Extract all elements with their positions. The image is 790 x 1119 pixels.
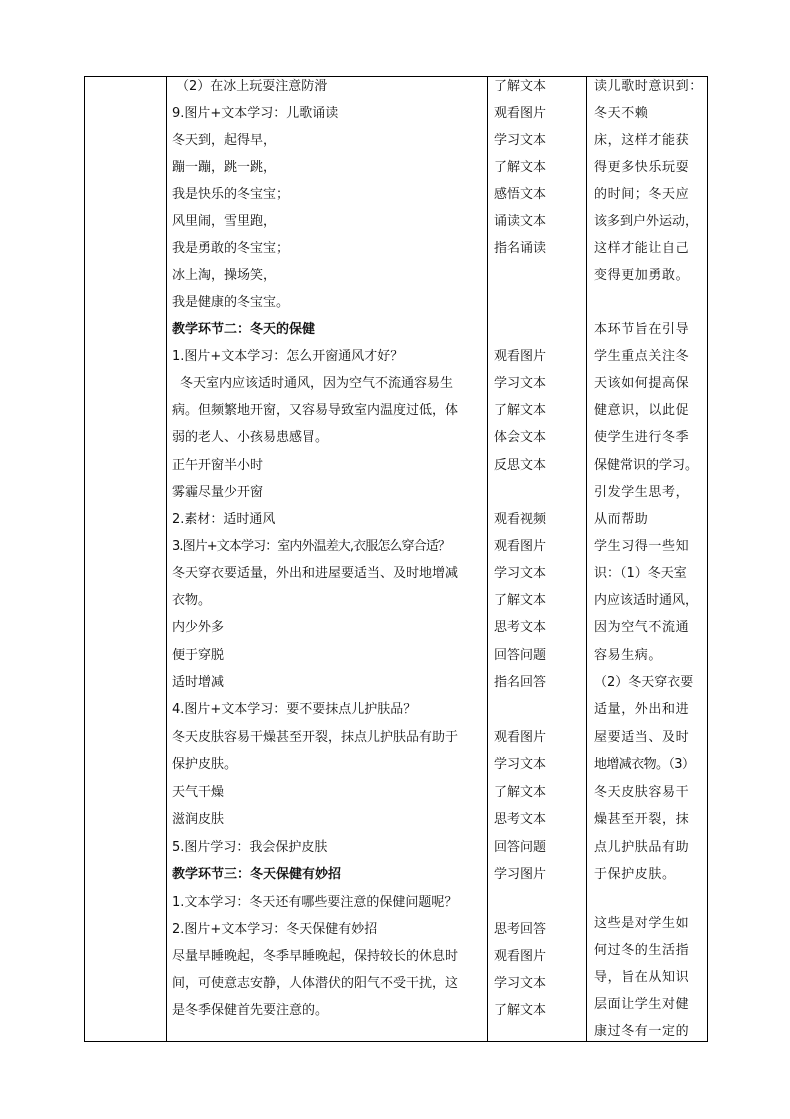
intent-line: 本环节旨在引导 xyxy=(594,322,690,337)
content-line: 弱的老人、小孩易患感冒。 xyxy=(172,430,329,445)
content-line: 衣物。 xyxy=(172,593,212,608)
section-heading: 教学环节三：冬天保健有妙招 xyxy=(172,867,342,882)
intent-line: 地增减衣物。（3） xyxy=(594,757,695,772)
activity-item: 回答问题 xyxy=(494,840,547,855)
table-top-border xyxy=(84,76,708,77)
intent-line: 健意识，以此促 xyxy=(594,403,690,418)
activity-item: 了解文本 xyxy=(494,160,547,175)
content-line: 滋润皮肤 xyxy=(172,812,225,827)
activity-item: 了解文本 xyxy=(494,785,547,800)
content-line: 适时增减 xyxy=(172,675,225,690)
activity-item: 回答问题 xyxy=(494,648,547,663)
content-line: 内少外多 xyxy=(172,620,225,635)
content-line: 雾霾尽量少开窗 xyxy=(172,485,264,500)
intent-line: （2）冬天穿衣要 xyxy=(594,675,694,690)
intent-line: 何过冬的生活指 xyxy=(594,943,690,958)
intent-line: 层面让学生对健 xyxy=(594,997,690,1012)
intent-line: 学生重点关注冬 xyxy=(594,349,690,364)
content-line: 正午开窗半小时 xyxy=(172,458,264,473)
content-line: 天气干燥 xyxy=(172,785,225,800)
table-right-border xyxy=(707,76,708,1042)
content-line: 间，可使意志安静，人体潜伏的阳气不受干扰，这 xyxy=(172,976,459,991)
content-line: 冬天穿衣要适量，外出和进屋要适当、及时地增减 xyxy=(172,566,459,581)
content-line: 保护皮肤。 xyxy=(172,757,238,772)
activity-item: 学习文本 xyxy=(494,976,547,991)
activity-item: 了解文本 xyxy=(494,1003,547,1018)
column-divider-2 xyxy=(487,76,488,1042)
intent-line: 这样才能让自己 xyxy=(594,241,690,256)
content-line: 我是勇敢的冬宝宝； xyxy=(172,241,290,256)
activity-item: 学习文本 xyxy=(494,376,547,391)
intent-line: 读儿歌时意识到： xyxy=(594,79,703,94)
content-line: 尽量早睡晚起，冬季早睡晚起，保持较长的休息时 xyxy=(172,949,459,964)
intent-line: 使学生进行冬季 xyxy=(594,430,690,445)
content-line: 2.素材：适时通风 xyxy=(172,512,276,527)
content-line: 冰上淘，操场笑， xyxy=(172,268,277,283)
activity-item: 学习图片 xyxy=(494,867,547,882)
intent-line: 的时间；冬天应 xyxy=(594,187,690,202)
content-line: 4.图片+文本学习：要不要抹点儿护肤品？ xyxy=(172,702,417,717)
content-line: 冬天室内应该适时通风，因为空气不流通容易生 xyxy=(180,376,454,391)
intent-line: 学生习得一些知 xyxy=(594,539,690,554)
activity-item: 思考回答 xyxy=(494,922,547,937)
section-heading: 教学环节二：冬天的保健 xyxy=(172,322,316,337)
content-line: （2）在冰上玩耍注意防滑 xyxy=(176,79,328,94)
content-line: 蹦一蹦，跳一跳， xyxy=(172,160,277,175)
intent-line: 该多到户外运动， xyxy=(594,214,699,229)
content-line: 是冬季保健首先要注意的。 xyxy=(172,1003,329,1018)
intent-line: 燥甚至开裂，抹 xyxy=(594,812,690,827)
intent-line: 于保护皮肤。 xyxy=(594,867,676,882)
activity-item: 反思文本 xyxy=(494,458,547,473)
intent-line: 内应该适时通风， xyxy=(594,593,699,608)
intent-line: 导，旨在从知识 xyxy=(594,970,690,985)
activity-item: 学习文本 xyxy=(494,566,547,581)
content-line: 风里闹，雪里跑， xyxy=(172,214,277,229)
activity-item: 观看图片 xyxy=(494,949,547,964)
activity-item: 了解文本 xyxy=(494,593,547,608)
table-bottom-border xyxy=(84,1041,708,1042)
content-line: 3.图片+文本学习：室内外温差大,衣服怎么穿合适？ xyxy=(172,539,450,554)
intent-line: 引发学生思考， xyxy=(594,485,690,500)
content-line: 9.图片+文本学习：儿歌诵读 xyxy=(172,106,339,121)
intent-line: 从而帮助 xyxy=(594,512,649,527)
activity-item: 指名诵读 xyxy=(494,241,547,256)
intent-line: 点儿护肤品有助 xyxy=(594,840,690,855)
activity-item: 指名回答 xyxy=(494,675,547,690)
activity-item: 观看视频 xyxy=(494,512,547,527)
activity-item: 观看图片 xyxy=(494,730,547,745)
activity-item: 感悟文本 xyxy=(494,187,547,202)
content-line: 我是快乐的冬宝宝； xyxy=(172,187,290,202)
intent-line: 得更多快乐玩耍 xyxy=(594,160,690,175)
column-divider-3 xyxy=(586,76,587,1042)
intent-line: 容易生病。 xyxy=(594,648,663,663)
content-line: 病。但频繁地开窗，又容易导致室内温度过低，体 xyxy=(172,403,459,418)
intent-line: 床，这样才能获 xyxy=(594,133,690,148)
activity-item: 了解文本 xyxy=(494,403,547,418)
intent-line: 冬天不赖 xyxy=(594,106,649,121)
content-line: 1.图片+文本学习：怎么开窗通风才好？ xyxy=(172,349,404,364)
intent-line: 天该如何提高保 xyxy=(594,376,690,391)
intent-line: 适量，外出和进 xyxy=(594,702,690,717)
content-line: 我是健康的冬宝宝。 xyxy=(172,295,290,310)
activity-item: 观看图片 xyxy=(494,349,547,364)
intent-line: 变得更加勇敢。 xyxy=(594,268,690,283)
activity-item: 思考文本 xyxy=(494,812,547,827)
activity-item: 思考文本 xyxy=(494,620,547,635)
content-line: 冬天到，起得早， xyxy=(172,133,277,148)
content-line: 1.文本学习：冬天还有哪些要注意的保健问题呢？ xyxy=(172,895,458,910)
activity-item: 体会文本 xyxy=(494,430,547,445)
activity-item: 学习文本 xyxy=(494,133,547,148)
intent-line: 因为空气不流通 xyxy=(594,620,690,635)
content-line: 便于穿脱 xyxy=(172,648,225,663)
content-line: 2.图片+文本学习：冬天保健有妙招 xyxy=(172,922,378,937)
table-left-border xyxy=(84,76,85,1042)
intent-line: 冬天皮肤容易干 xyxy=(594,785,690,800)
content-line: 5.图片学习：我会保护皮肤 xyxy=(172,840,328,855)
intent-line: 康过冬有一定的 xyxy=(594,1024,690,1039)
activity-item: 诵读文本 xyxy=(494,214,547,229)
intent-line: 保健常识的学习。 xyxy=(594,458,699,473)
intent-line: 这些是对学生如 xyxy=(594,916,690,931)
activity-item: 观看图片 xyxy=(494,539,547,554)
activity-item: 学习文本 xyxy=(494,757,547,772)
intent-line: 识：（1）冬天室 xyxy=(594,566,687,581)
activity-item: 观看图片 xyxy=(494,106,547,121)
activity-item: 了解文本 xyxy=(494,79,547,94)
content-line: 冬天皮肤容易干燥甚至开裂，抹点儿护肤品有助于 xyxy=(172,730,459,745)
column-divider-1 xyxy=(166,76,167,1042)
intent-line: 屋要适当、及时 xyxy=(594,730,690,745)
